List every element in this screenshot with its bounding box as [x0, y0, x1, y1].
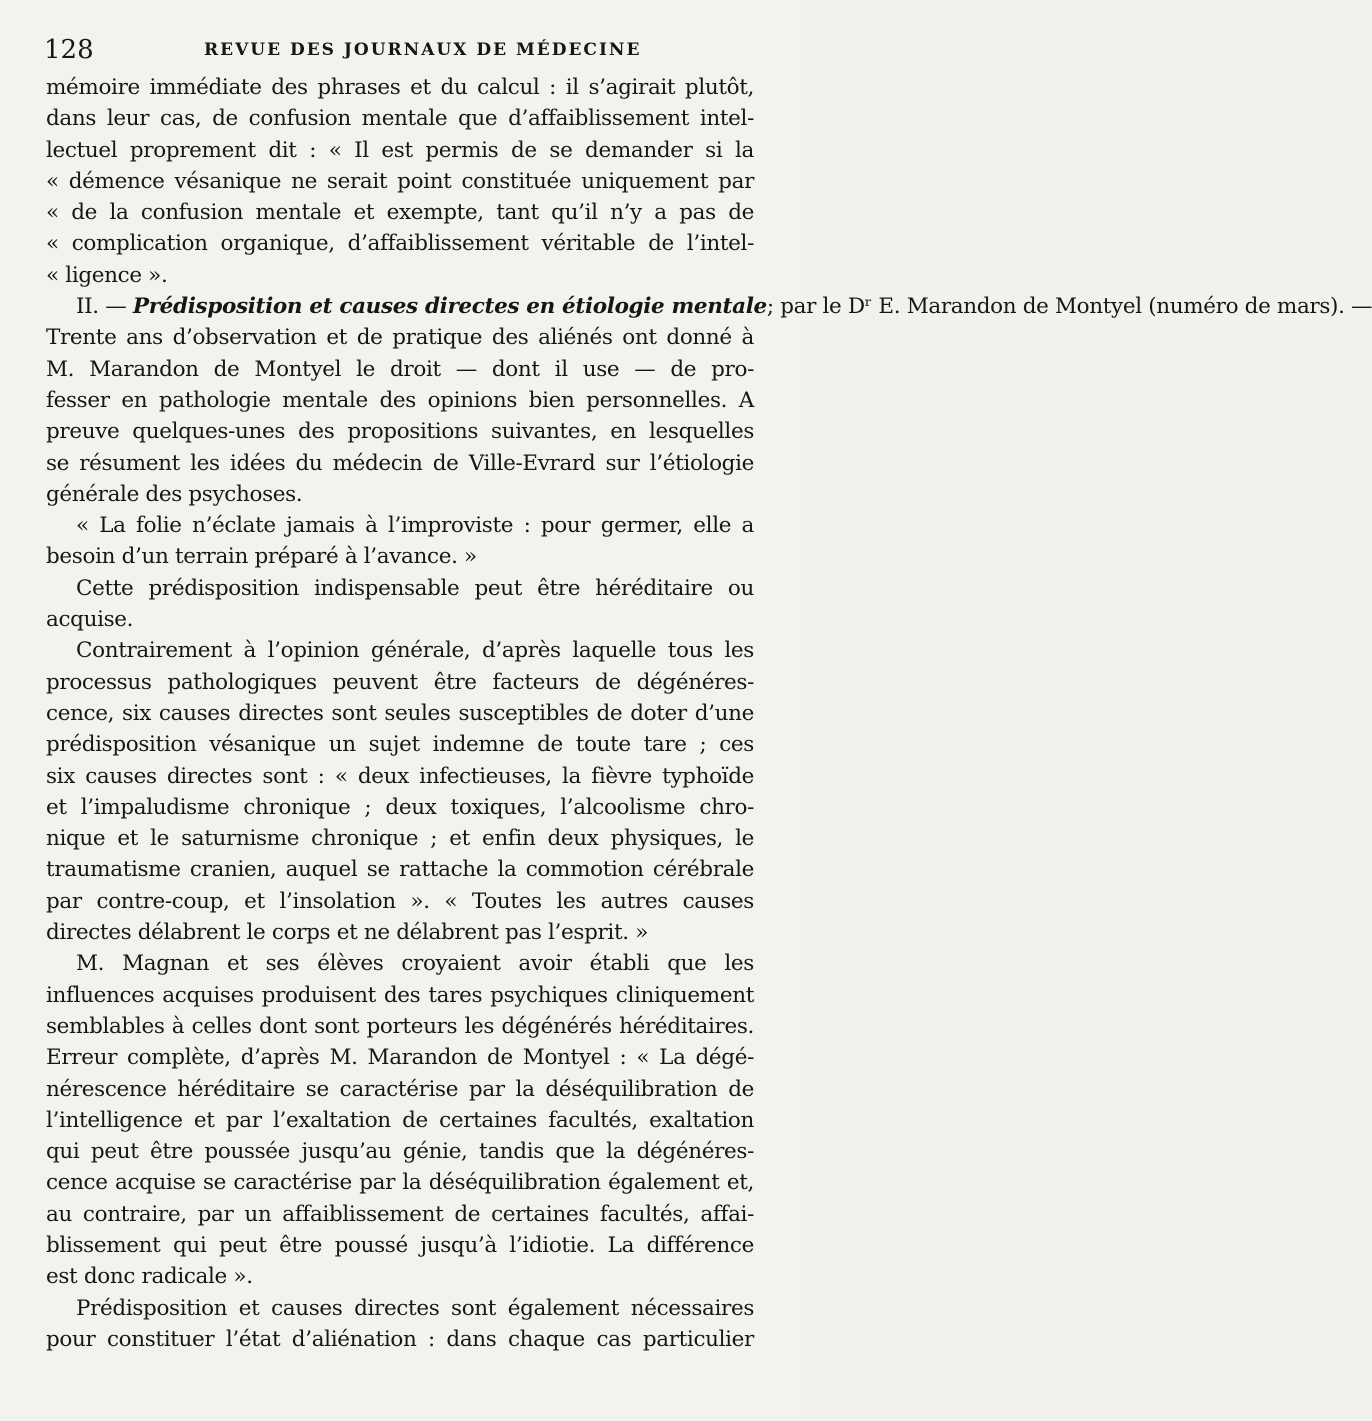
text-line: six causes directes sont : « deux infectieuses, la fièvre typhoïde: [46, 763, 754, 789]
text-line: « ligence ».: [46, 262, 168, 288]
text-line: acquise.: [46, 607, 134, 633]
text-line: processus pathologiques peuvent être facteurs de dégénéres-: [46, 669, 754, 695]
text-line: qui peut être poussée jusqu’au génie, tandis que la dégénéres-: [46, 1139, 754, 1165]
text-line: l’intelligence et par l’exaltation de certaines facultés, exaltation: [46, 1107, 754, 1133]
text-line: nique et le saturnisme chronique ; et enfin deux physiques, le: [46, 826, 754, 852]
text-line: Cette prédisposition indispensable peut être héréditaire ou: [76, 575, 754, 601]
text-line: ; par le Dʳ E. Marandon de Montyel (numéro de mars). —: [766, 294, 1372, 320]
text-line: et l’impaludisme chronique ; deux toxiques, l’alcoolisme chro-: [46, 794, 754, 820]
text-line: « de la confusion mentale et exempte, tant qu’il n’y a pas de: [46, 200, 754, 226]
text-line: « démence vésanique ne serait point constituée uniquement par: [46, 168, 754, 194]
page-number: 128: [44, 35, 94, 65]
text-line: pour constituer l’état d’aliénation : dans chaque cas particulier: [46, 1326, 754, 1352]
text-line: se résument les idées du médecin de Ville-Evrard sur l’étiologie: [46, 450, 754, 476]
text-line: nérescence héréditaire se caractérise par la déséquilibration de: [46, 1076, 754, 1102]
text-line: M. Magnan et ses élèves croyaient avoir établi que les: [76, 951, 754, 977]
text-line: « La folie n’éclate jamais à l’improviste : pour germer, elle a: [76, 513, 754, 539]
text-line: « complication organique, d’affaiblissement véritable de l’intel-: [46, 231, 754, 257]
text-line: Prédisposition et causes directes sont également nécessaires: [76, 1295, 754, 1321]
running-head: REVUE DES JOURNAUX DE MÉDECINE: [204, 40, 642, 60]
text-line: preuve quelques-unes des propositions suivantes, en lesquelles: [46, 419, 754, 445]
text-line: besoin d’un terrain préparé à l’avance. »: [46, 544, 477, 570]
text-line: semblables à celles dont sont porteurs les dégénérés héréditaires.: [46, 1013, 754, 1039]
text-line: cence acquise se caractérise par la déséquilibration également et,: [46, 1170, 754, 1196]
text-line: Trente ans d’observation et de pratique des aliénés ont donné à: [46, 325, 754, 351]
text-line: par contre-coup, et l’insolation ». « Toutes les autres causes: [46, 888, 754, 914]
text-line: prédisposition vésanique un sujet indemne de toute tare ; ces: [46, 732, 754, 758]
section-title: Prédisposition et causes directes en étiologie mentale: [132, 294, 767, 320]
text-line: cence, six causes directes sont seules susceptibles de doter d’une: [46, 700, 754, 726]
text-line: Erreur complète, d’après M. Marandon de Montyel : « La dégé-: [46, 1045, 754, 1071]
text-line: au contraire, par un affaiblissement de certaines facultés, affai-: [46, 1201, 754, 1227]
page-header: [44, 32, 754, 68]
text-line: est donc radicale ».: [46, 1264, 253, 1290]
text-line: fesser en pathologie mentale des opinions bien personnelles. A: [46, 387, 754, 413]
text-line: directes délabrent le corps et ne délabrent pas l’esprit. »: [46, 920, 649, 946]
text-line: influences acquises produisent des tares psychiques cliniquement: [46, 982, 754, 1008]
article-body: [46, 72, 1372, 1355]
text-line: Contrairement à l’opinion générale, d’après laquelle tous les: [76, 638, 754, 664]
text-line: dans leur cas, de confusion mentale que d’affaiblissement intel-: [46, 106, 754, 132]
text-line: traumatisme cranien, auquel se rattache la commotion cérébrale: [46, 857, 754, 883]
section-number: II. —: [76, 294, 133, 320]
text-line: générale des psychoses.: [46, 481, 303, 507]
text-line: blissement qui peut être poussé jusqu’à l’idiotie. La différence: [46, 1232, 754, 1258]
text-line: M. Marandon de Montyel le droit — dont il use — de pro-: [46, 356, 754, 382]
section-heading-line: [46, 291, 1372, 322]
text-line: mémoire immédiate des phrases et du calcul : il s’agirait plutôt,: [46, 75, 754, 100]
text-line: lectuel proprement dit : « Il est permis de se demander si la: [46, 137, 754, 163]
